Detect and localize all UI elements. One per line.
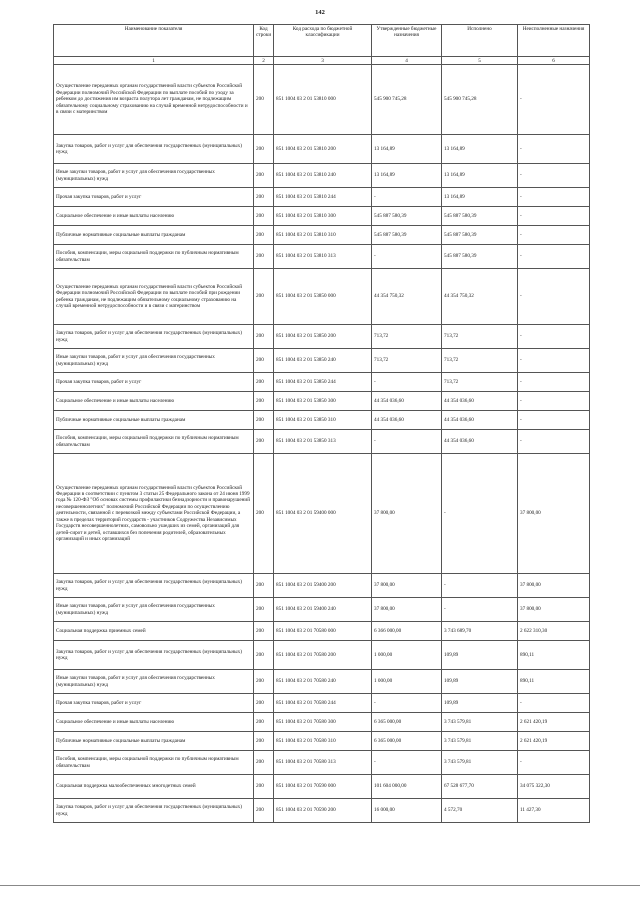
- table-row: [54, 622, 590, 641]
- row-remaining: 37 800,00: [518, 598, 590, 622]
- row-name: Осуществление переданных органам государственной власти субъектов Российской Федерации полномочий Российской Федерации по выплате пособий по уходу за ребенком до достижения им возраста полутора лет гражданам, не подлежащим обязательному социальному страхованию на случай временной нетрудоспособности и в связи с материнством: [54, 65, 254, 135]
- table-row: [54, 454, 590, 574]
- row-approved: 6 365 000,00: [372, 713, 442, 732]
- row-approved: 13 164,89: [372, 164, 442, 188]
- row-name: Прочая закупка товаров, работ и услуг: [54, 373, 254, 392]
- row-name: Публичные нормативные социальные выплаты гражданам: [54, 226, 254, 245]
- row-remaining: -: [518, 207, 590, 226]
- row-approved: 44 354 036,60: [372, 411, 442, 430]
- row-expense-code: 851 1004 03 2 01 53810 200: [274, 135, 372, 164]
- row-line-code: 200: [254, 713, 274, 732]
- row-line-code: 200: [254, 411, 274, 430]
- row-expense-code: 851 1004 03 2 01 53850 244: [274, 373, 372, 392]
- row-approved: 37 800,00: [372, 454, 442, 574]
- row-line-code: 200: [254, 269, 274, 325]
- row-line-code: 200: [254, 732, 274, 751]
- row-remaining: -: [518, 430, 590, 454]
- row-remaining: 890,11: [518, 670, 590, 694]
- row-expense-code: 851 1004 03 2 01 53810 000: [274, 65, 372, 135]
- row-line-code: 200: [254, 622, 274, 641]
- row-name: Закупка товаров, работ и услуг для обеспечения государственных (муниципальных) нужд: [54, 574, 254, 598]
- budget-execution-table: [53, 24, 590, 823]
- row-remaining: -: [518, 164, 590, 188]
- row-approved: 713,72: [372, 325, 442, 349]
- row-name: Осуществление переданных органам государственной власти субъектов Российской Федерации полномочий Российской Федерации по выплате пособий при рождении ребенка гражданам, не подлежащим обязательному социальному страхованию на случай временной нетрудоспособности и в связи с материнством: [54, 269, 254, 325]
- row-name: Закупка товаров, работ и услуг для обеспечения государственных (муниципальных) нужд: [54, 135, 254, 164]
- row-name: Иные закупки товаров, работ и услуг для обеспечения государственных (муниципальных) нужд: [54, 670, 254, 694]
- row-expense-code: 851 1004 03 2 01 70580 200: [274, 641, 372, 670]
- row-name: Прочая закупка товаров, работ и услуг: [54, 694, 254, 713]
- row-executed: 545 887 580,39: [442, 226, 518, 245]
- row-approved: -: [372, 694, 442, 713]
- row-executed: 713,72: [442, 349, 518, 373]
- row-remaining: 2 622 310,30: [518, 622, 590, 641]
- table-row: [54, 135, 590, 164]
- row-executed: 13 164,89: [442, 135, 518, 164]
- row-line-code: 200: [254, 454, 274, 574]
- row-executed: 713,72: [442, 373, 518, 392]
- column-number: 6: [518, 57, 590, 65]
- page-number: 142: [315, 9, 325, 16]
- row-line-code: 200: [254, 65, 274, 135]
- table-row: [54, 598, 590, 622]
- header-row: [54, 25, 590, 57]
- column-number-row: [54, 57, 590, 65]
- row-expense-code: 851 1004 03 2 01 70590 000: [274, 775, 372, 799]
- table-row: [54, 670, 590, 694]
- row-remaining: -: [518, 373, 590, 392]
- row-approved: 44 354 036,60: [372, 392, 442, 411]
- row-name: Публичные нормативные социальные выплаты гражданам: [54, 411, 254, 430]
- row-approved: 713,72: [372, 349, 442, 373]
- row-expense-code: 851 1004 03 2 01 70580 300: [274, 713, 372, 732]
- table-row: [54, 188, 590, 207]
- row-line-code: 200: [254, 245, 274, 269]
- column-header-expense-code: Код расхода по бюджетной классификации: [274, 25, 372, 57]
- page-bottom-rule: [0, 885, 640, 886]
- table-body: [54, 65, 590, 823]
- table-row: [54, 411, 590, 430]
- row-expense-code: 851 1004 03 2 01 53850 300: [274, 392, 372, 411]
- row-line-code: 200: [254, 641, 274, 670]
- column-header-line-code: Код строки: [254, 25, 274, 57]
- row-approved: 1 000,00: [372, 641, 442, 670]
- row-executed: 545 887 580,39: [442, 207, 518, 226]
- row-approved: 6 366 000,00: [372, 622, 442, 641]
- row-expense-code: 851 1004 03 2 01 53850 240: [274, 349, 372, 373]
- row-approved: 16 000,00: [372, 799, 442, 823]
- row-name: Иные закупки товаров, работ и услуг для обеспечения государственных (муниципальных) нужд: [54, 349, 254, 373]
- row-approved: -: [372, 373, 442, 392]
- column-number: 5: [442, 57, 518, 65]
- row-expense-code: 851 1004 03 2 01 53810 300: [274, 207, 372, 226]
- table-row: [54, 430, 590, 454]
- row-executed: 545 887 580,39: [442, 245, 518, 269]
- column-header-executed: Исполнено: [442, 25, 518, 57]
- table-row: [54, 713, 590, 732]
- row-executed: -: [442, 454, 518, 574]
- row-remaining: -: [518, 392, 590, 411]
- column-header-approved: Утвержденные бюджетные назначения: [372, 25, 442, 57]
- table-row: [54, 751, 590, 775]
- row-remaining: -: [518, 411, 590, 430]
- row-approved: 6 365 000,00: [372, 732, 442, 751]
- row-line-code: 200: [254, 430, 274, 454]
- row-name: Закупка товаров, работ и услуг для обеспечения государственных (муниципальных) нужд: [54, 325, 254, 349]
- row-name: Социальное обеспечение и иные выплаты населению: [54, 207, 254, 226]
- row-executed: -: [442, 598, 518, 622]
- row-expense-code: 851 1004 03 2 01 53810 240: [274, 164, 372, 188]
- row-approved: 37 800,00: [372, 574, 442, 598]
- table-row: [54, 65, 590, 135]
- row-executed: 13 164,89: [442, 188, 518, 207]
- row-approved: 545 900 745,28: [372, 65, 442, 135]
- row-name: Прочая закупка товаров, работ и услуг: [54, 188, 254, 207]
- row-expense-code: 851 1004 03 2 01 70580 310: [274, 732, 372, 751]
- row-name: Иные закупки товаров, работ и услуг для обеспечения государственных (муниципальных) нужд: [54, 598, 254, 622]
- row-remaining: -: [518, 751, 590, 775]
- table-row: [54, 226, 590, 245]
- row-approved: 545 887 580,39: [372, 207, 442, 226]
- row-name: Осуществление переданных органам государственной власти субъектов Российской Федерации в соответствии с пунктом 3 статьи 25 Федерального закона от 24 июня 1999 года № 120-ФЗ "Об основах системы профилактики безнадзорности и правонарушений несовершеннолетних" полномочий Российской Федерации по осуществлению деятельности, связанной с перевозкой между субъектами Российской Федерации, а также в пределах территорий государств - участников Содружества Независимых Государств несовершеннолетних, самовольно ушедших из семей, организаций для детей-сирот и детей, оставшихся без попечения родителей, образовательных организаций и иных организаций: [54, 454, 254, 574]
- row-name: Публичные нормативные социальные выплаты гражданам: [54, 732, 254, 751]
- row-executed: -: [442, 574, 518, 598]
- column-number: 3: [274, 57, 372, 65]
- row-remaining: -: [518, 65, 590, 135]
- row-expense-code: 851 1004 03 2 01 53850 200: [274, 325, 372, 349]
- table-row: [54, 269, 590, 325]
- row-remaining: 11 427,30: [518, 799, 590, 823]
- table-row: [54, 799, 590, 823]
- row-line-code: 200: [254, 775, 274, 799]
- row-executed: 44 354 036,60: [442, 430, 518, 454]
- row-executed: 3 743 579,81: [442, 732, 518, 751]
- row-line-code: 200: [254, 349, 274, 373]
- table-row: [54, 207, 590, 226]
- row-remaining: -: [518, 325, 590, 349]
- row-remaining: 2 621 420,19: [518, 732, 590, 751]
- row-executed: 109,89: [442, 694, 518, 713]
- row-line-code: 200: [254, 135, 274, 164]
- row-remaining: -: [518, 269, 590, 325]
- row-expense-code: 851 1004 03 2 01 53810 310: [274, 226, 372, 245]
- row-executed: 3 743 689,70: [442, 622, 518, 641]
- row-remaining: -: [518, 188, 590, 207]
- row-approved: -: [372, 245, 442, 269]
- row-name: Социальное обеспечение и иные выплаты населению: [54, 392, 254, 411]
- row-approved: 37 800,00: [372, 598, 442, 622]
- row-name: Пособия, компенсации, меры социальной поддержки по публичным нормативным обязательствам: [54, 751, 254, 775]
- row-line-code: 200: [254, 226, 274, 245]
- row-expense-code: 851 1004 03 2 01 70580 313: [274, 751, 372, 775]
- row-name: Пособия, компенсации, меры социальной поддержки по публичным нормативным обязательствам: [54, 430, 254, 454]
- row-line-code: 200: [254, 188, 274, 207]
- table-row: [54, 245, 590, 269]
- table-row: [54, 373, 590, 392]
- row-expense-code: 851 1004 03 2 01 70580 240: [274, 670, 372, 694]
- row-expense-code: 851 1004 03 2 01 70580 244: [274, 694, 372, 713]
- row-remaining: -: [518, 349, 590, 373]
- row-expense-code: 851 1004 03 2 01 59400 000: [274, 454, 372, 574]
- row-executed: 44 354 750,32: [442, 269, 518, 325]
- row-remaining: 37 800,00: [518, 574, 590, 598]
- table-row: [54, 349, 590, 373]
- row-name: Социальная поддержка приемных семей: [54, 622, 254, 641]
- row-line-code: 200: [254, 598, 274, 622]
- row-line-code: 200: [254, 751, 274, 775]
- row-remaining: -: [518, 135, 590, 164]
- row-approved: -: [372, 751, 442, 775]
- column-header-remaining: Неисполненные назначения: [518, 25, 590, 57]
- row-approved: 13 164,89: [372, 135, 442, 164]
- row-approved: 1 000,00: [372, 670, 442, 694]
- row-remaining: -: [518, 226, 590, 245]
- column-number: 1: [54, 57, 254, 65]
- row-remaining: 37 800,00: [518, 454, 590, 574]
- row-remaining: -: [518, 694, 590, 713]
- row-expense-code: 851 1004 03 2 01 70590 200: [274, 799, 372, 823]
- table-row: [54, 392, 590, 411]
- column-number: 4: [372, 57, 442, 65]
- table-row: [54, 325, 590, 349]
- row-executed: 109,89: [442, 670, 518, 694]
- row-expense-code: 851 1004 03 2 01 59400 240: [274, 598, 372, 622]
- row-approved: -: [372, 430, 442, 454]
- row-executed: 13 164,89: [442, 164, 518, 188]
- row-line-code: 200: [254, 392, 274, 411]
- row-name: Закупка товаров, работ и услуг для обеспечения государственных (муниципальных) нужд: [54, 641, 254, 670]
- row-executed: 3 743 579,81: [442, 713, 518, 732]
- row-expense-code: 851 1004 03 2 01 53810 313: [274, 245, 372, 269]
- row-name: Пособия, компенсации, меры социальной поддержки по публичным нормативным обязательствам: [54, 245, 254, 269]
- row-line-code: 200: [254, 694, 274, 713]
- column-header-name: Наименование показателя: [54, 25, 254, 57]
- row-executed: 67 528 677,70: [442, 775, 518, 799]
- row-name: Иные закупки товаров, работ и услуг для обеспечения государственных (муниципальных) нужд: [54, 164, 254, 188]
- column-number: 2: [254, 57, 274, 65]
- row-name: Социальная поддержка малообеспеченных многодетных семей: [54, 775, 254, 799]
- row-executed: 109,89: [442, 641, 518, 670]
- row-expense-code: 851 1004 03 2 01 59400 200: [274, 574, 372, 598]
- row-line-code: 200: [254, 574, 274, 598]
- row-expense-code: 851 1004 03 2 01 53810 244: [274, 188, 372, 207]
- table-row: [54, 775, 590, 799]
- row-remaining: 2 621 420,19: [518, 713, 590, 732]
- row-executed: 713,72: [442, 325, 518, 349]
- table-row: [54, 164, 590, 188]
- table-row: [54, 732, 590, 751]
- table-row: [54, 641, 590, 670]
- row-name: Социальное обеспечение и иные выплаты населению: [54, 713, 254, 732]
- row-approved: -: [372, 188, 442, 207]
- row-executed: 3 743 579,81: [442, 751, 518, 775]
- row-expense-code: 851 1004 03 2 01 53850 313: [274, 430, 372, 454]
- row-name: Закупка товаров, работ и услуг для обеспечения государственных (муниципальных) нужд: [54, 799, 254, 823]
- row-line-code: 200: [254, 373, 274, 392]
- row-line-code: 200: [254, 207, 274, 226]
- row-remaining: -: [518, 245, 590, 269]
- table-row: [54, 694, 590, 713]
- row-approved: 545 887 580,39: [372, 226, 442, 245]
- table-row: [54, 574, 590, 598]
- row-expense-code: 851 1004 03 2 01 70580 000: [274, 622, 372, 641]
- row-line-code: 200: [254, 164, 274, 188]
- row-executed: 44 354 036,60: [442, 411, 518, 430]
- row-expense-code: 851 1004 03 2 01 53850 000: [274, 269, 372, 325]
- row-expense-code: 851 1004 03 2 01 53850 310: [274, 411, 372, 430]
- row-remaining: 890,11: [518, 641, 590, 670]
- row-executed: 545 900 745,28: [442, 65, 518, 135]
- row-remaining: 34 075 322,30: [518, 775, 590, 799]
- row-line-code: 200: [254, 670, 274, 694]
- row-executed: 44 354 036,60: [442, 392, 518, 411]
- row-approved: 101 604 000,00: [372, 775, 442, 799]
- row-line-code: 200: [254, 325, 274, 349]
- row-approved: 44 354 750,32: [372, 269, 442, 325]
- row-line-code: 200: [254, 799, 274, 823]
- row-executed: 4 572,70: [442, 799, 518, 823]
